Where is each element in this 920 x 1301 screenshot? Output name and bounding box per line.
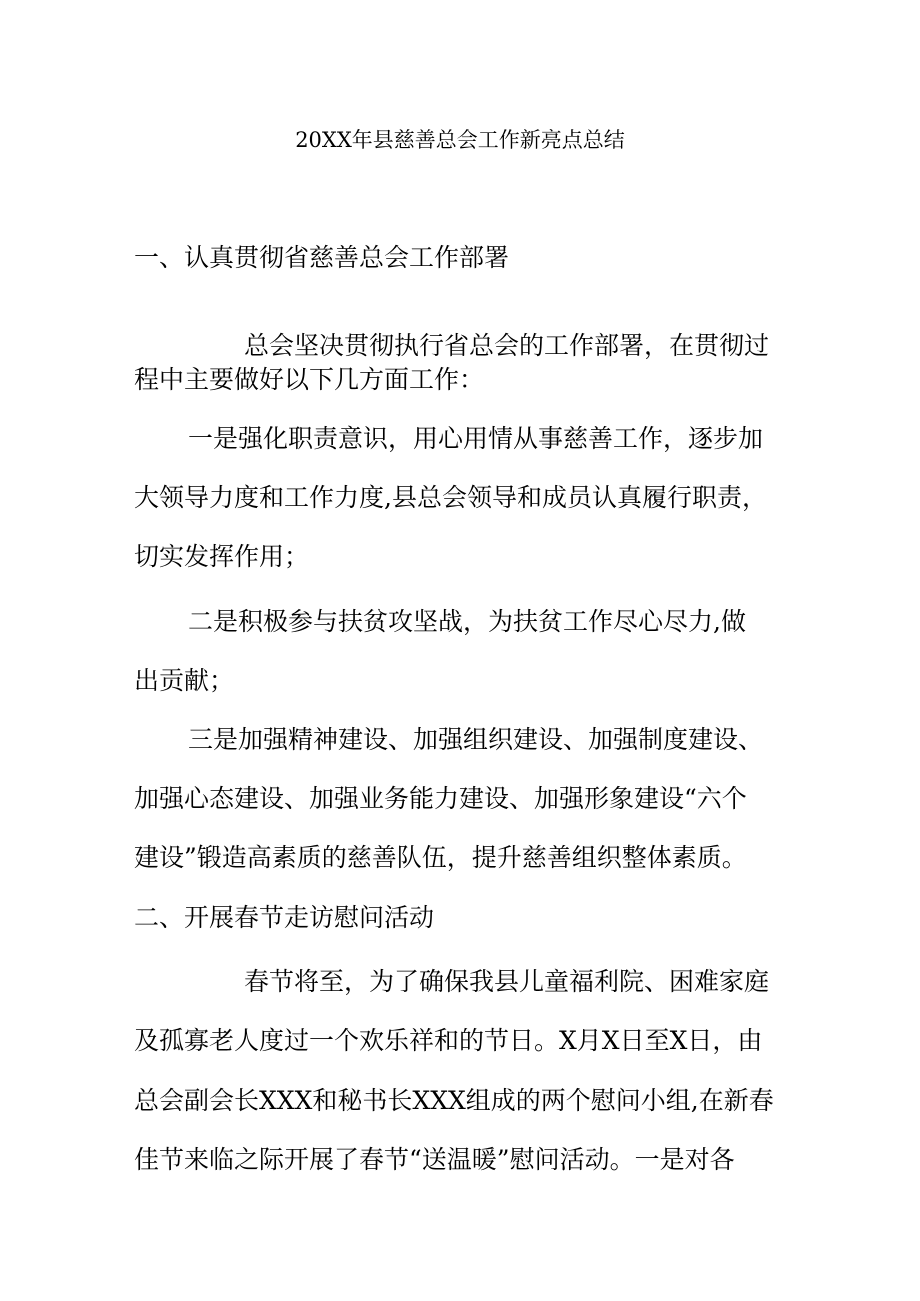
paragraph-line: 佳节来临之际开展了春节“送温暖”慰问活动。一是对各	[134, 1145, 735, 1174]
document-title: 20XX年县慈善总会工作新亮点总结	[295, 128, 625, 152]
paragraph-line: 三是加强精神建设、加强组织建设、加强制度建设、	[188, 725, 764, 754]
paragraph-line: 及孤寡老人度过一个欢乐祥和的节日。X月X日至X日，由	[134, 1026, 763, 1055]
section-heading-1: 一、认真贯彻省慈善总会工作部署	[134, 243, 510, 272]
paragraph-line: 建设”锻造高素质的慈善队伍，提升慈善组织整体素质。	[134, 843, 747, 872]
paragraph-line: 大领导力度和工作力度,县总会领导和成员认真履行职责，	[134, 483, 767, 512]
paragraph-line: 春节将至，为了确保我县儿童福利院、困难家庭	[244, 967, 770, 996]
paragraph-line: 加强心态建设、加强业务能力建设、加强形象建设“六个	[134, 784, 747, 813]
paragraph-line: 一是强化职责意识，用心用情从事慈善工作，逐步加	[188, 424, 764, 453]
paragraph-line: 总会副会长XXX和秘书长XXX组成的两个慰问小组,在新春	[134, 1086, 774, 1115]
paragraph-line: 二是积极参与扶贫攻坚战，为扶贫工作尽心尽力,做	[188, 607, 746, 636]
section-heading-2: 二、开展春节走访慰问活动	[134, 903, 435, 932]
paragraph-line: 切实发挥作用；	[134, 542, 310, 571]
paragraph-line: 程中主要做好以下几方面工作：	[134, 365, 485, 394]
paragraph-line: 出贡献；	[134, 666, 235, 695]
paragraph-line: 总会坚决贯彻执行省总会的工作部署，在贯彻过	[244, 331, 770, 360]
